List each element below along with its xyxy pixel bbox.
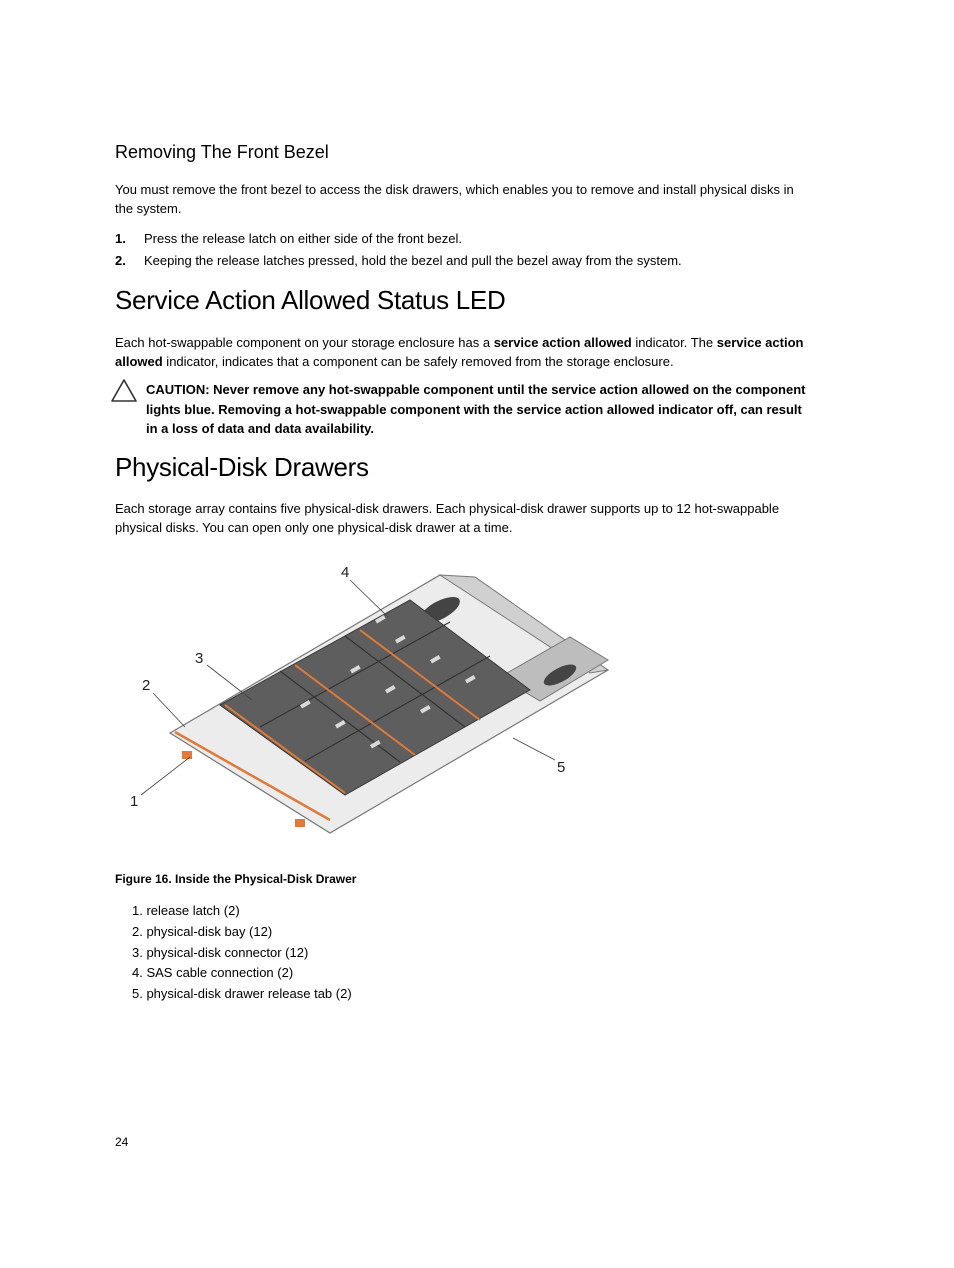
paragraph-bold-term: service action allowed xyxy=(115,335,804,369)
section-heading-service-action-led: Service Action Allowed Status LED xyxy=(115,285,506,315)
legend-item: 3. physical-disk connector (12) xyxy=(132,944,309,960)
section-heading-physical-disk-drawers: Physical-Disk Drawers xyxy=(115,452,369,482)
legend-item: 2. physical-disk bay (12) xyxy=(132,923,273,939)
step-number: 1. xyxy=(115,231,126,246)
bezel-intro-paragraph: You must remove the front bezel to access the disk drawers, which enables you to remove and install physical disks in the system. xyxy=(115,182,794,216)
figure-caption: Figure 16. Inside the Physical-Disk Drawer xyxy=(115,872,357,886)
warning-triangle-icon xyxy=(110,378,138,403)
callout-label: 2 xyxy=(142,677,151,694)
step-item xyxy=(115,253,805,271)
legend-item: 1. release latch (2) xyxy=(132,903,240,918)
release-latch xyxy=(295,819,305,827)
legend-item: 4. SAS cable connection (2) xyxy=(132,965,294,981)
paragraph-bold-term: service action allowed xyxy=(493,335,632,350)
paragraph-text: Each hot-swappable component on your storage enclosure has a xyxy=(115,335,494,350)
service-action-paragraph xyxy=(115,334,805,371)
callout-label: 3 xyxy=(195,650,204,667)
caution-note: CAUTION: Never remove any hot-swappable component until the service action allowed on the component lights blue. Removing a hot-swappable component with the service action allowed indicator off, can result in a loss of data and data availability. xyxy=(146,382,806,436)
section-heading-removing-front-bezel: Removing The Front Bezel xyxy=(115,142,329,162)
release-latch xyxy=(182,751,192,759)
figure-legend-list xyxy=(132,903,352,1007)
callout-label: 5 xyxy=(557,759,566,776)
step-text: Press the release latch on either side of the front bezel. xyxy=(144,231,462,246)
callout-label: 4 xyxy=(341,564,350,581)
callout-label: 1 xyxy=(130,793,139,810)
page-number: 24 xyxy=(115,1135,129,1149)
step-text: Keeping the release latches pressed, hold the bezel and pull the bezel away from the system. xyxy=(144,253,682,268)
drawers-intro-paragraph: Each storage array contains five physical-disk drawers. Each physical-disk drawer supports up to 12 hot-swappable physical disks. You can open only one physical-disk drawer at a time. xyxy=(115,501,780,535)
legend-item: 5. physical-disk drawer release tab (2) xyxy=(132,986,352,1002)
step-item xyxy=(115,231,805,249)
paragraph-text: indicator. The xyxy=(631,335,717,350)
physical-disk-drawer-illustration xyxy=(120,555,620,845)
paragraph-text: indicator, indicates that a component can be safely removed from the storage enclosure. xyxy=(162,353,674,369)
step-number: 2. xyxy=(115,253,126,268)
